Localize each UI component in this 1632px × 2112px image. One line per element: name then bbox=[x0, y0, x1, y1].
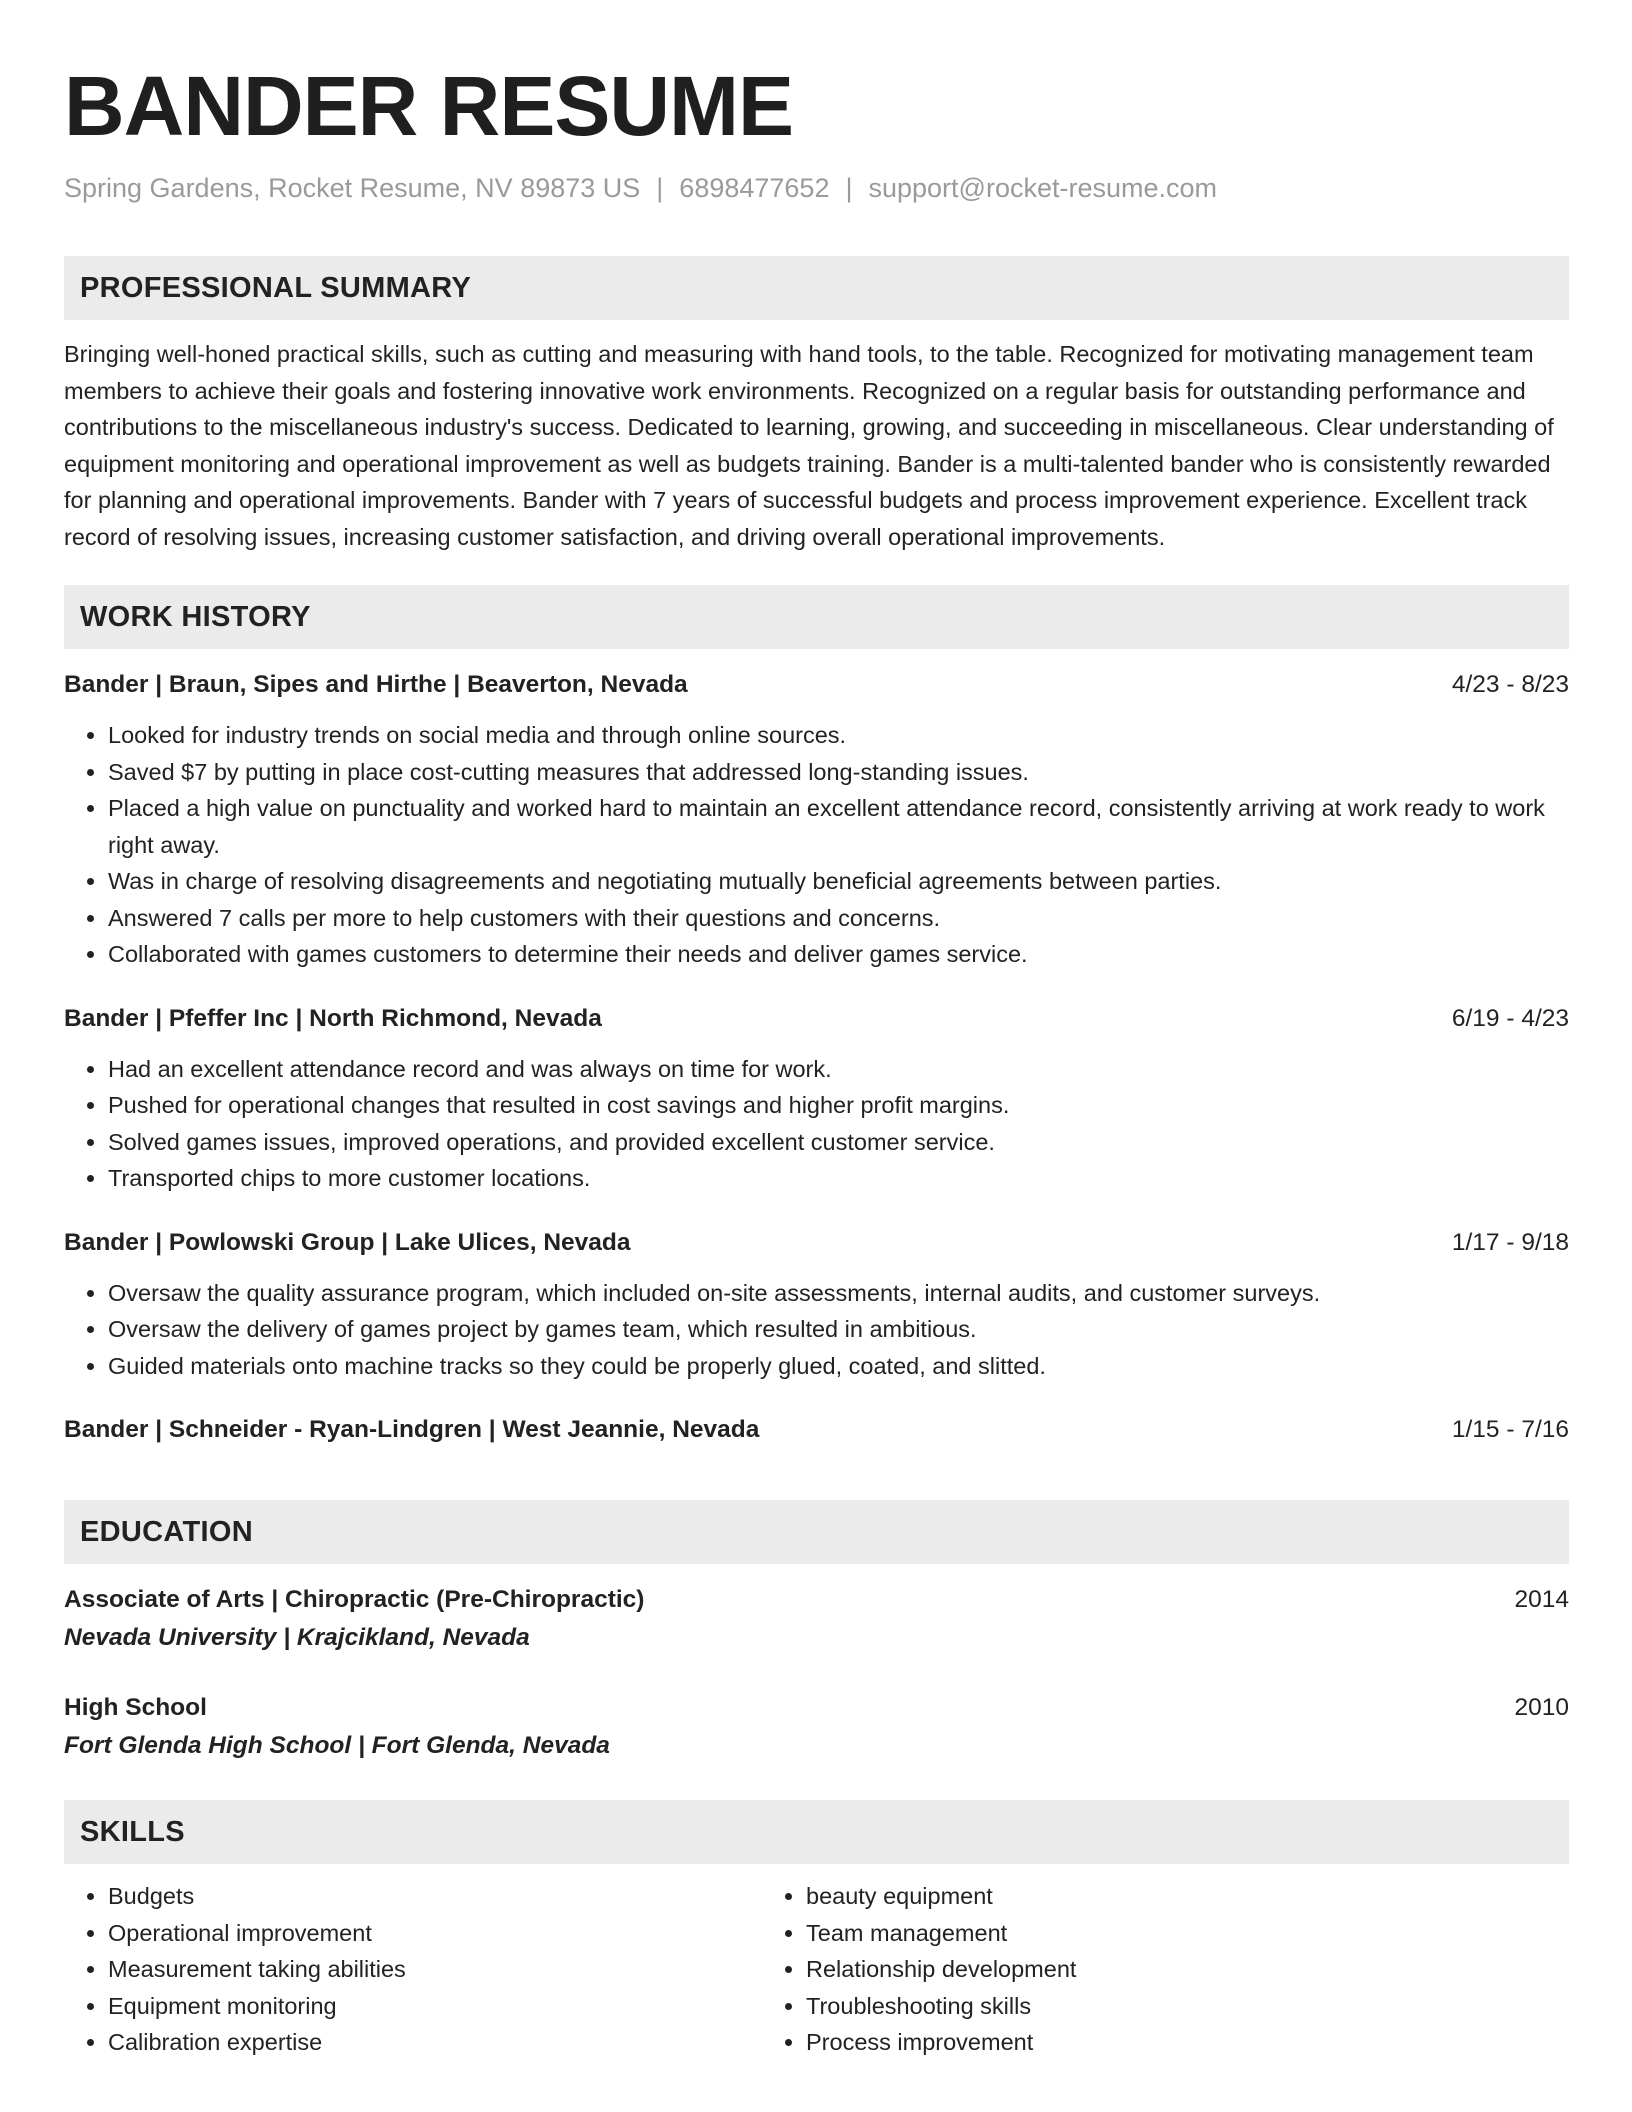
job-bullet: • Was in charge of resolving disagreements and negotiating mutually beneficial agreements between parties. bbox=[108, 863, 1569, 900]
education-entry bbox=[64, 1582, 1569, 1658]
job-entry bbox=[64, 1001, 1569, 1197]
summary-heading: PROFESSIONAL SUMMARY bbox=[64, 256, 1569, 320]
job-dates: 4/23 - 8/23 bbox=[1451, 671, 1569, 698]
job-header bbox=[64, 1412, 1569, 1448]
education-degree: High School bbox=[64, 1694, 207, 1721]
resume-name: BANDER RESUME bbox=[64, 59, 794, 153]
job-bullet: • Saved $7 by putting in place cost-cutting measures that addressed long-standing issues. bbox=[108, 754, 1569, 791]
skills-column-left bbox=[64, 1878, 762, 2061]
skill-item: • Relationship development bbox=[806, 1951, 1569, 1988]
skill-item: • Equipment monitoring bbox=[108, 1988, 762, 2025]
skill-item: • Measurement taking abilities bbox=[108, 1951, 762, 1988]
job-header bbox=[64, 1225, 1569, 1261]
job-dates: 1/15 - 7/16 bbox=[1451, 1416, 1569, 1443]
job-bullet: • Guided materials onto machine tracks so they could be properly glued, coated, and slitted. bbox=[108, 1348, 1569, 1385]
job-entry bbox=[64, 1225, 1569, 1385]
job-dates: 6/19 - 4/23 bbox=[1451, 1004, 1569, 1032]
skills-list bbox=[64, 1878, 1569, 2061]
skill-item: • Process improvement bbox=[806, 2024, 1569, 2061]
job-bullets bbox=[64, 1051, 1569, 1197]
contact-separator: | bbox=[845, 173, 853, 203]
job-title: Bander | Pfeffer Inc | North Richmond, Nevada bbox=[64, 1004, 602, 1032]
job-bullet: • Placed a high value on punctuality and worked hard to maintain an excellent attendance record, consistently arriving at work ready to work right away. bbox=[108, 790, 1569, 863]
job-bullet: • Oversaw the quality assurance program, which included on-site assessments, internal audits, and customer surveys. bbox=[108, 1275, 1569, 1312]
skill-item: • Troubleshooting skills bbox=[806, 1988, 1569, 2025]
education-year: 2010 bbox=[1514, 1694, 1569, 1721]
job-title: Bander | Powlowski Group | Lake Ulices, Nevada bbox=[64, 1228, 631, 1256]
skill-item: • Team management bbox=[806, 1915, 1569, 1952]
contact-phone: 6898477652 bbox=[679, 173, 830, 203]
job-entry bbox=[64, 1412, 1569, 1448]
job-entry bbox=[64, 667, 1569, 973]
education-header bbox=[64, 1690, 1569, 1726]
education-entry bbox=[64, 1690, 1569, 1766]
job-bullet: • Looked for industry trends on social media and through online sources. bbox=[108, 717, 1569, 754]
education-heading: EDUCATION bbox=[64, 1500, 1569, 1564]
education-header bbox=[64, 1582, 1569, 1618]
job-bullets bbox=[64, 717, 1569, 973]
job-header bbox=[64, 1001, 1569, 1037]
work-history-heading: WORK HISTORY bbox=[64, 585, 1569, 649]
job-bullets bbox=[64, 1275, 1569, 1385]
skill-item: • Calibration expertise bbox=[108, 2024, 762, 2061]
job-bullet: • Transported chips to more customer locations. bbox=[108, 1160, 1569, 1197]
job-title: Bander | Braun, Sipes and Hirthe | Beaverton, Nevada bbox=[64, 671, 688, 698]
job-bullet: • Oversaw the delivery of games project by games team, which resulted in ambitious. bbox=[108, 1311, 1569, 1348]
skill-item: • Operational improvement bbox=[108, 1915, 762, 1952]
job-title: Bander | Schneider - Ryan-Lindgren | West Jeannie, Nevada bbox=[64, 1416, 760, 1443]
skill-item: • beauty equipment bbox=[806, 1878, 1569, 1915]
skills-column-right bbox=[762, 1878, 1569, 2061]
job-bullet: • Answered 7 calls per more to help customers with their questions and concerns. bbox=[108, 900, 1569, 937]
job-bullet: • Solved games issues, improved operations, and provided excellent customer service. bbox=[108, 1124, 1569, 1161]
education-year: 2014 bbox=[1514, 1586, 1569, 1613]
job-header bbox=[64, 667, 1569, 703]
contact-line bbox=[64, 170, 1569, 206]
contact-separator: | bbox=[656, 173, 664, 203]
contact-email[interactable]: support@rocket-resume.com bbox=[868, 173, 1218, 203]
job-bullet: • Had an excellent attendance record and was always on time for work. bbox=[108, 1051, 1569, 1088]
contact-address: Spring Gardens, Rocket Resume, NV 89873 US bbox=[64, 173, 641, 203]
summary-text: Bringing well-honed practical skills, such as cutting and measuring with hand tools, to the table. Recognized for motivating management team members to achieve their goals and fostering innovative work environments. Recognized on a regular basis for outstanding performance and contributions to the miscellaneous industry's success. Dedicated to learning, growing, and succeeding in miscellaneous. Clear understanding of equipment monitoring and operational improvement as well as budgets training. Bander is a multi-talented bander who is consistently rewarded for planning and operational improvements. Bander with 7 years of successful budgets and process improvement experience. Excellent track record of resolving issues, increasing customer satisfaction, and driving overall operational improvements. bbox=[64, 341, 1554, 550]
job-bullet: • Collaborated with games customers to determine their needs and deliver games service. bbox=[108, 936, 1569, 973]
job-bullet: • Pushed for operational changes that resulted in cost savings and higher profit margins. bbox=[108, 1087, 1569, 1124]
education-school: Fort Glenda High School | Fort Glenda, Nevada bbox=[64, 1732, 610, 1759]
skills-heading: SKILLS bbox=[64, 1800, 1569, 1864]
education-school: Nevada University | Krajcikland, Nevada bbox=[64, 1624, 530, 1651]
skill-item: • Budgets bbox=[108, 1878, 762, 1915]
education-degree: Associate of Arts | Chiropractic (Pre-Chiropractic) bbox=[64, 1586, 645, 1613]
job-dates: 1/17 - 9/18 bbox=[1451, 1228, 1569, 1256]
